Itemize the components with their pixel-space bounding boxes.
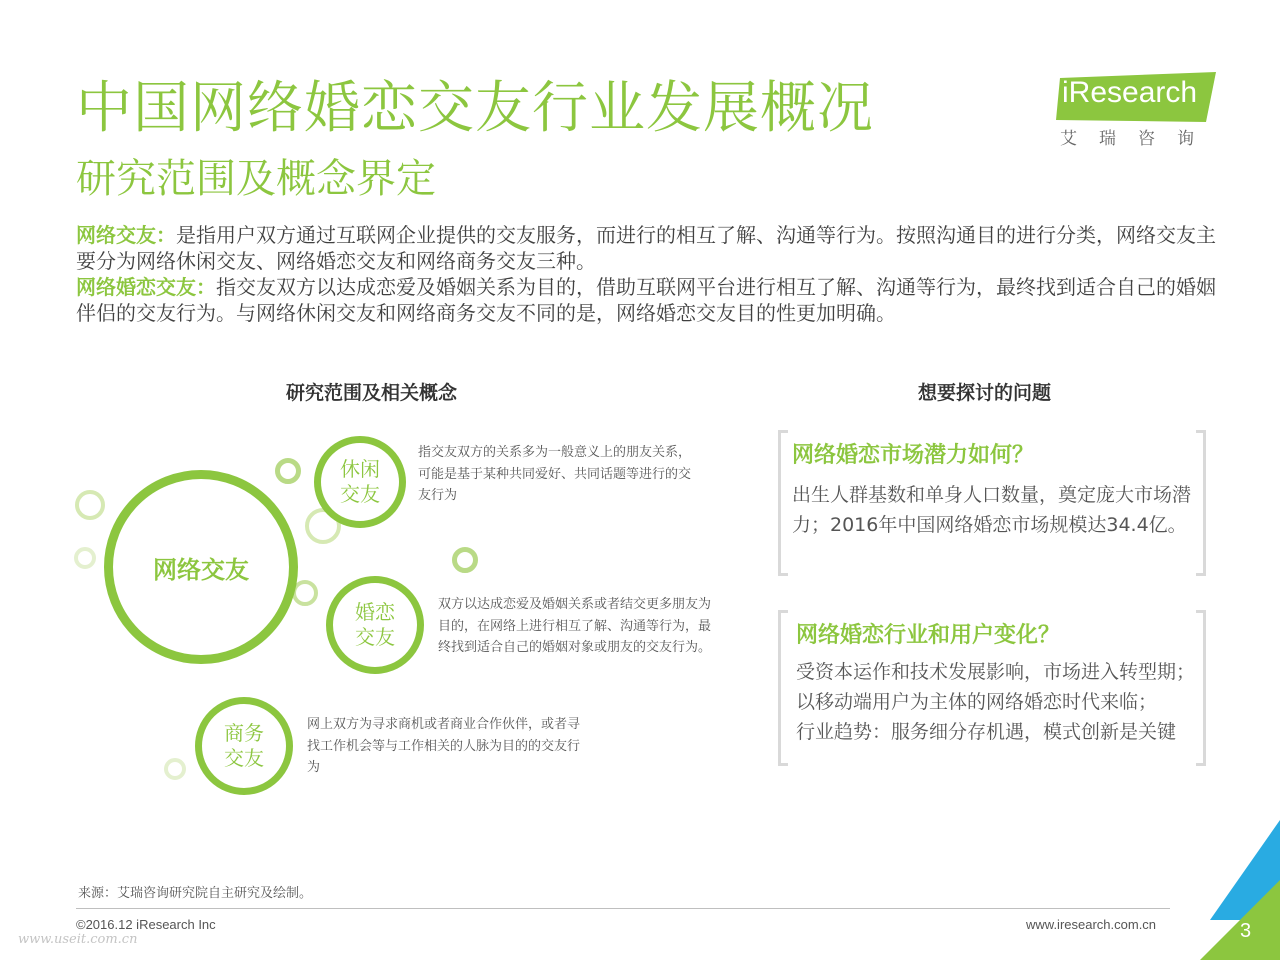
watermark-text: www.useit.com.cn bbox=[18, 932, 138, 947]
iresearch-logo bbox=[1056, 68, 1218, 148]
category-label: 婚恋 bbox=[355, 600, 395, 624]
question-title: 网络婚恋市场潜力如何？ bbox=[792, 443, 1035, 468]
bracket-right bbox=[1196, 430, 1206, 576]
intro-definitions bbox=[76, 222, 1216, 326]
decorative-ring bbox=[74, 547, 96, 569]
bracket-left bbox=[778, 430, 788, 576]
bracket-left bbox=[778, 610, 788, 766]
page-number: 3 bbox=[1240, 920, 1252, 942]
main-circle-label: 网络交友 bbox=[153, 555, 249, 584]
question-body-line: 行业趋势：服务细分存机遇，模式创新是关键 bbox=[796, 721, 1177, 743]
decorative-ring bbox=[164, 758, 186, 780]
logo-brand-text: iResearch bbox=[1062, 76, 1198, 109]
website-link[interactable]: www.iresearch.com.cn bbox=[1026, 917, 1157, 932]
definition-text: 指交友双方以达成恋爱及婚姻关系为目的，借助互联网平台进行相互了解、沟通等行为，最终找到适合自己的婚姻伴侣的交友行为。与网络休闲交友和网络商务交友不同的是，网络婚恋交友目的性更加明确。 bbox=[76, 275, 1216, 325]
category-circle-casual bbox=[314, 436, 406, 528]
question-body-line: 受资本运作和技术发展影响，市场进入转型期； bbox=[796, 661, 1196, 683]
section-heading-scope: 研究范围及相关概念 bbox=[286, 382, 458, 404]
category-label: 交友 bbox=[340, 482, 380, 506]
footer-divider bbox=[76, 908, 1170, 909]
category-label: 商务 bbox=[224, 721, 264, 745]
category-desc-casual: 指交友双方的关系多为一般意义上的朋友关系，可能是基于某种共同爱好、共同话题等进行的交友行为 bbox=[418, 445, 692, 503]
category-label: 交友 bbox=[224, 746, 264, 770]
question-box-industry-change bbox=[778, 610, 1206, 766]
copyright-text: ©2016.12 iResearch Inc bbox=[76, 917, 216, 932]
category-label: 休闲 bbox=[340, 457, 380, 481]
category-desc-business: 网上双方为寻求商机或者商业合作伙伴，或者寻找工作机会等与工作相关的人脉为目的的交友行为 bbox=[307, 717, 581, 775]
page-subtitle: 研究范围及概念界定 bbox=[76, 156, 436, 202]
definition-network-dating bbox=[76, 222, 1216, 274]
category-desc-marriage: 双方以达成恋爱及婚姻关系或者结交更多朋友为目的，在网络上进行相互了解、沟通等行为，最终找到适合自己的婚姻对象或朋友的交友行为。 bbox=[438, 597, 712, 655]
definition-text: 是指用户双方通过互联网企业提供的交友服务，而进行的相互了解、沟通等行为。按照沟通目的进行分类，网络交友主要分为网络休闲交友、网络婚恋交友和网络商务交友三种。 bbox=[76, 223, 1216, 273]
page-title: 中国网络婚恋交友行业发展概况 bbox=[76, 76, 874, 141]
question-body bbox=[796, 657, 1204, 747]
category-label: 交友 bbox=[355, 625, 395, 649]
category-circle-marriage bbox=[326, 576, 424, 674]
decorative-ring bbox=[452, 547, 478, 573]
main-circle-network-dating bbox=[104, 470, 298, 664]
question-body: 出生人群基数和单身人口数量，奠定庞大市场潜力；2016年中国网络婚恋市场规模达34.4亿。 bbox=[792, 484, 1192, 536]
decorative-ring bbox=[75, 490, 105, 520]
question-body-line: 以移动端用户为主体的网络婚恋时代来临； bbox=[796, 691, 1158, 713]
logo-cn-text: 艾瑞咨询 bbox=[1060, 129, 1216, 149]
definition-term: 网络交友： bbox=[76, 223, 176, 247]
source-note: 来源：艾瑞咨询研究院自主研究及绘制。 bbox=[78, 886, 313, 901]
question-box-market-potential bbox=[778, 430, 1206, 576]
section-heading-questions: 想要探讨的问题 bbox=[918, 382, 1052, 404]
category-circle-business bbox=[195, 697, 293, 795]
decorative-ring bbox=[275, 458, 301, 484]
question-title: 网络婚恋行业和用户变化？ bbox=[796, 623, 1061, 648]
definition-term: 网络婚恋交友： bbox=[76, 275, 216, 299]
definition-online-marriage-dating bbox=[76, 274, 1216, 326]
